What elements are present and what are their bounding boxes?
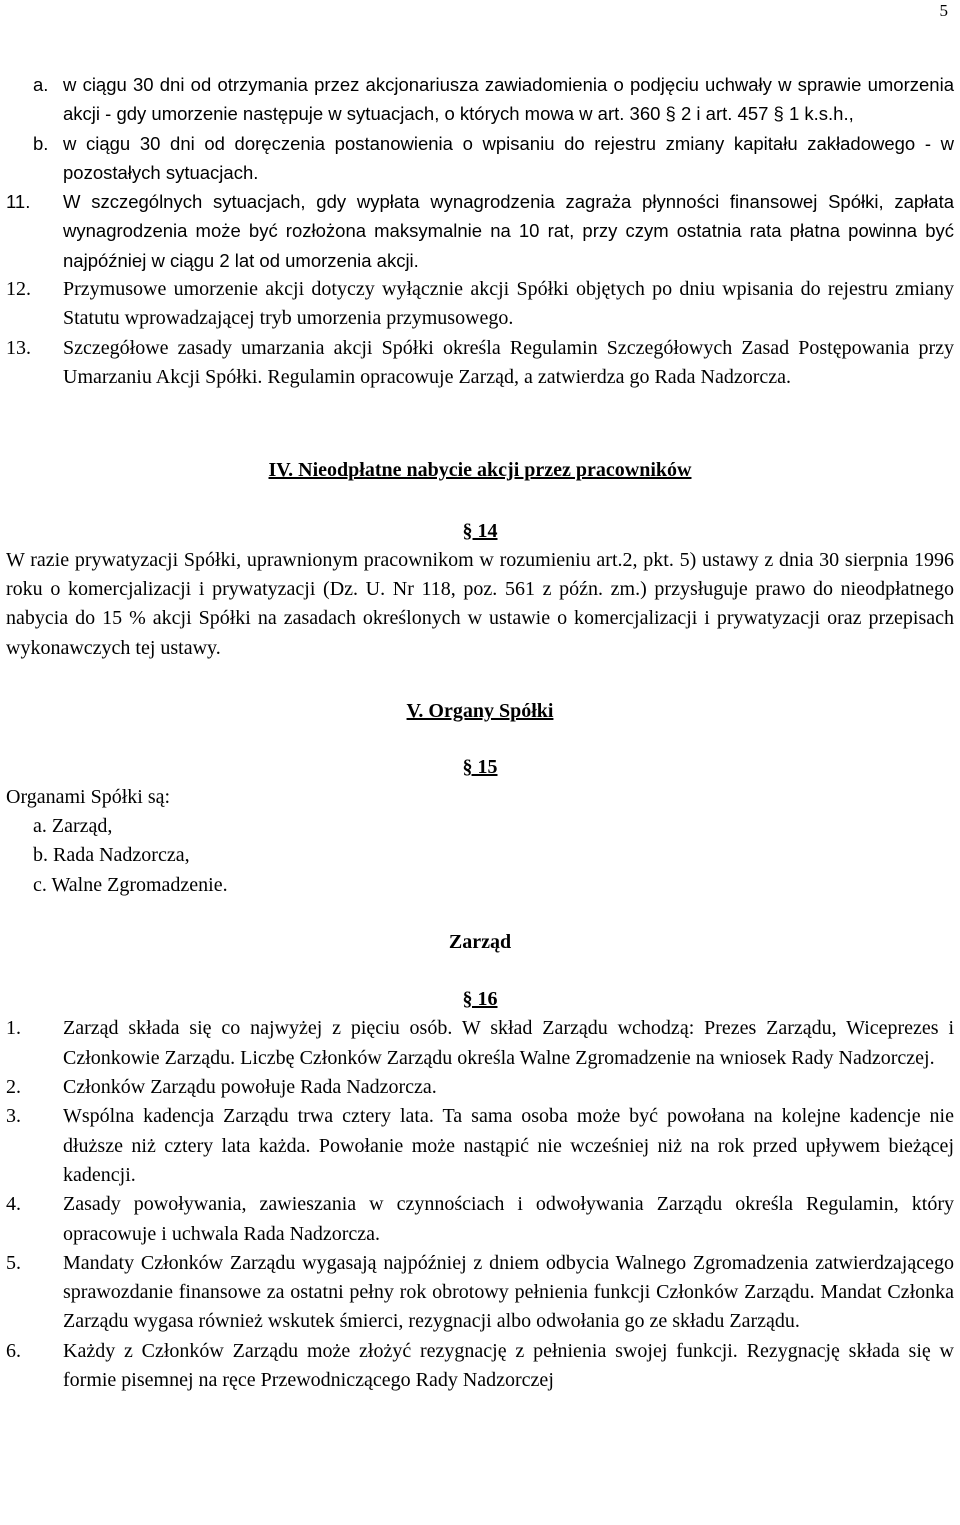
list-item-3 bbox=[6, 1102, 954, 1190]
paragraph-number-16: § 16 bbox=[462, 988, 498, 1011]
list-marker: a. bbox=[33, 74, 49, 95]
list-item-text: Zarząd składa się co najwyżej z pięciu osób. W skład Zarządu wchodzą: Prezes Zarządu, Wiceprezes i Członkowie Zarządu. Liczbę Członków Zarządu określa Walne Zgromadzenie na wniosek Rady Nadzorczej. bbox=[63, 1017, 954, 1069]
organ-item bbox=[33, 841, 954, 870]
list-marker: a. bbox=[33, 814, 47, 837]
list-item-text: Rada Nadzorcza, bbox=[53, 844, 190, 867]
list-item-text: Walne Zgromadzenie. bbox=[51, 873, 228, 896]
list-item-text: W szczególnych sytuacjach, gdy wypłata wynagrodzenia zagraża płynności finansowej Spółki, zapłata wynagrodzenia może być rozłożona maksymalnie na 10 rat, przy czym ostatnia rata płatna powinna być najpóźniej w ciągu 2 lat od umorzenia akcji. bbox=[63, 191, 954, 271]
list-item-text: w ciągu 30 dni od doręczenia postanowienia o wpisaniu do rejestru zmiany kapitału zakładowego - w pozostałych sytuacjach. bbox=[63, 132, 954, 183]
list-marker: 3. bbox=[6, 1105, 21, 1128]
list-item-text: Szczegółowe zasady umarzania akcji Spółki określa Regulamin Szczegółowych Zasad Postępowania przy Umarzaniu Akcji Spółki. Regulamin opracowuje Zarząd, a zatwierdza go Rada Nadzorcza. bbox=[63, 336, 954, 388]
list-item-text: Zarząd, bbox=[51, 814, 113, 837]
list-marker: b. bbox=[33, 844, 48, 867]
list-marker: 11. bbox=[6, 191, 31, 213]
organs-list bbox=[6, 812, 954, 900]
organs-intro: Organami Spółki są: bbox=[6, 785, 171, 808]
list-item-13 bbox=[6, 334, 954, 393]
list-item-4 bbox=[6, 1190, 954, 1249]
list-item-text: w ciągu 30 dni od otrzymania przez akcjonariusza zawiadomienia o podjęciu uchwały w sprawie umorzenia akcji - gdy umorzenie następuje w sytuacjach, o których mowa w art. 360 § 2 i art. 457 § 1 k.s.h., bbox=[63, 74, 954, 125]
document-body bbox=[6, 70, 954, 1395]
list-item-6 bbox=[6, 1337, 954, 1396]
list-marker: 4. bbox=[6, 1193, 21, 1216]
list-item-text: Mandaty Członków Zarządu wygasają najpóźniej z dniem odbycia Walnego Zgromadzenia zatwierdzającego sprawozdanie finansowe za ostatni pełny rok obrotowy pełnienia funkcji Członków Zarządu. Mandat Członka Zarządu wygasa również wskutek śmierci, rezygnacji albo odwołania go ze składu Zarządu. bbox=[63, 1251, 954, 1333]
subsection-title-zarzad: Zarząd bbox=[448, 930, 512, 953]
list-item-text: Każdy z Członków Zarządu może złożyć rezygnację z pełnienia swojej funkcji. Rezygnację składa się w formie pisemnej na ręce Przewodniczącego Rady Nadzorczej bbox=[63, 1339, 954, 1391]
list-item-1 bbox=[6, 1014, 954, 1073]
list-item-2 bbox=[6, 1073, 954, 1102]
list-item-5 bbox=[6, 1249, 954, 1337]
organ-item bbox=[33, 812, 954, 841]
list-marker: b. bbox=[33, 132, 49, 154]
list-item-12 bbox=[6, 275, 954, 334]
list-marker: 13. bbox=[6, 336, 31, 359]
paragraph-number-14: § 14 bbox=[462, 519, 498, 542]
list-item-text: Zasady powoływania, zawieszania w czynnościach i odwoływania Zarządu określa Regulamin, który opracowuje i uchwala Rada Nadzorcza. bbox=[63, 1193, 954, 1245]
list-marker: 5. bbox=[6, 1251, 21, 1274]
list-marker: 2. bbox=[6, 1076, 21, 1099]
list-marker: 1. bbox=[6, 1017, 21, 1040]
organ-item bbox=[33, 871, 954, 900]
paragraph-number-15: § 15 bbox=[462, 756, 498, 779]
page-number: 5 bbox=[939, 1, 948, 20]
list-item-11 bbox=[6, 187, 954, 275]
section-title-iv: IV. Nieodpłatne nabycie akcji przez pracowników bbox=[268, 459, 692, 482]
list-item-text: Członków Zarządu powołuje Rada Nadzorcza. bbox=[63, 1076, 437, 1099]
list-marker: 6. bbox=[6, 1339, 21, 1362]
list-item-text: Przymusowe umorzenie akcji dotyczy wyłącznie akcji Spółki objętych po dniu wpisania do rejestru zmiany Statutu wprowadzającej tryb umorzenia przymusowego. bbox=[63, 278, 954, 330]
paragraph-14-text: W razie prywatyzacji Spółki, uprawnionym pracownikom w rozumieniu art.2, pkt. 5) ustawy z dnia 30 sierpnia 1996 roku o komercjalizacji i prywatyzacji (Dz. U. Nr 118, poz. 561 z późn. zm.) przysługuje prawo do nieodpłatnego nabycia do 15 % akcji Spółki na zasadach określonych w ustawie o komercjalizacji i prywatyzacji oraz przepisach wykonawczych tej ustawy. bbox=[6, 548, 954, 659]
section-title-v: V. Organy Spółki bbox=[406, 700, 554, 723]
list-item-a bbox=[6, 70, 954, 129]
list-marker: 12. bbox=[6, 278, 31, 301]
list-item-b bbox=[6, 129, 954, 188]
list-item-text: Wspólna kadencja Zarządu trwa cztery lata. Ta sama osoba może być powołana na kolejne kadencje nie dłuższe niż cztery lata każda. Powołanie może nastąpić nie wcześniej niż na rok przed upływem bieżącej kadencji. bbox=[63, 1105, 954, 1186]
list-marker: c. bbox=[33, 873, 47, 896]
